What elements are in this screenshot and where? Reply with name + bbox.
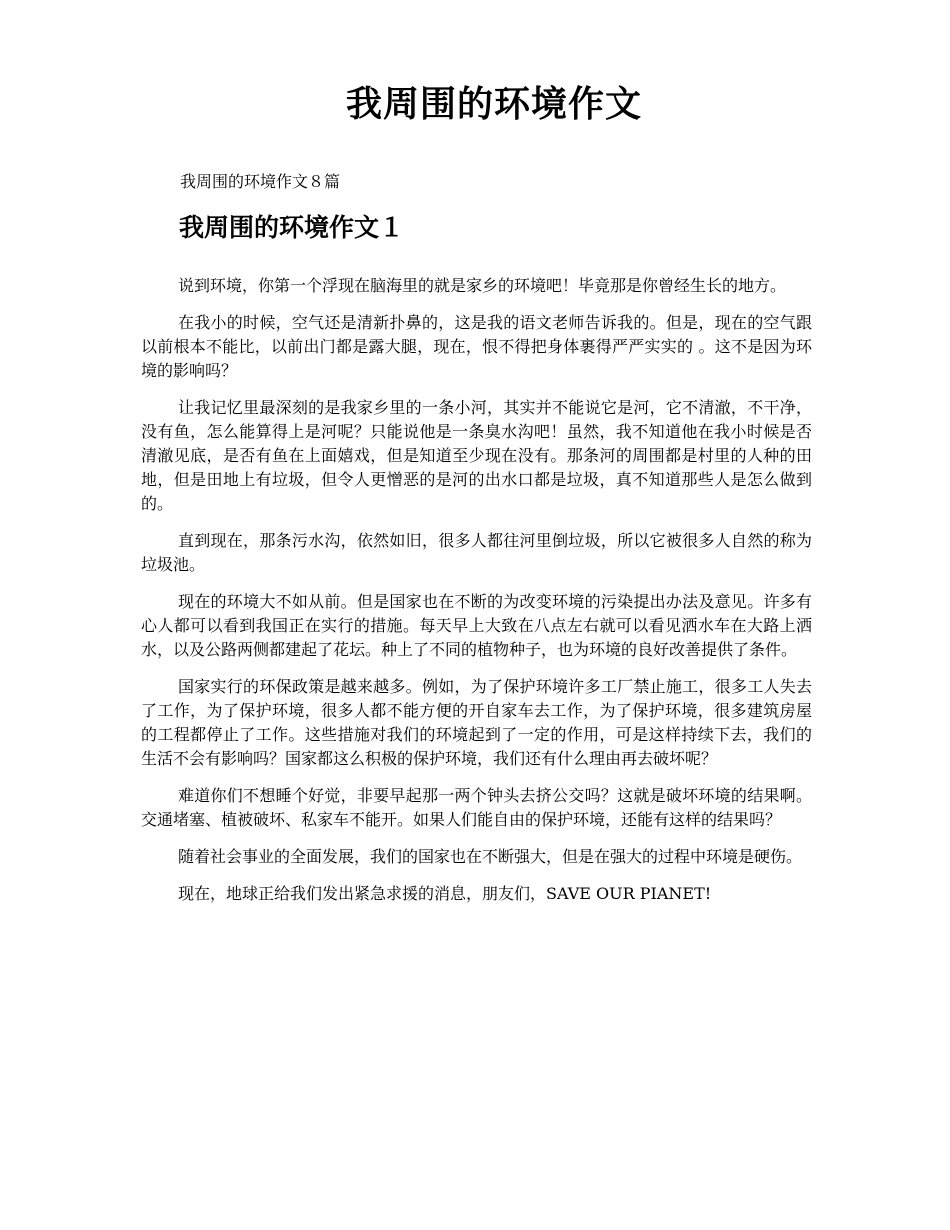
paragraph-4: 直到现在，那条污水沟，依然如旧，很多人都往河里倒垃圾，所以它被很多人自然的称为垃圾池。: [141, 531, 812, 574]
paragraph-2: 在我小的时候，空气还是清新扑鼻的，这是我的语文老师告诉我的。但是，现在的空气跟以前根本不能比，以前出门都是露大腿，现在，恨不得把身体裹得严严实实的 。这不是因为环境的影响吗？: [141, 313, 812, 380]
paragraph-9: 现在，地球正给我们发出紧急求援的消息，朋友们，SAVE OUR PIANET!: [178, 884, 712, 903]
paragraph-6: 国家实行的环保政策是越来越多。例如，为了保护环境许多工厂禁止施工，很多工人失去了工作，为了保护环境，很多人都不能方便的开自家车去工作，为了保护环境，很多建筑房屋的工程都停止了工作。这些措施对我们的环境起到了一定的作用，可是这样持续下去，我们的生活不会有影响吗？国家都这么积极的保护环境，我们还有什么理由再去破坏呢？: [141, 677, 812, 768]
paragraph-7: 难道你们不想睡个好觉，非要早起那一两个钟头去挤公交吗？这就是破坏环境的结果啊。交通堵塞、植被破坏、私家车不能开。如果人们能自由的保护环境，还能有这样的结果吗？: [141, 786, 812, 829]
paragraph-8: 随着社会事业的全面发展，我们的国家也在不断强大，但是在强大的过程中环境是硬伤。: [178, 847, 803, 866]
paragraph-5: 现在的环境大不如从前。但是国家也在不断的为改变环境的污染提出办法及意见。许多有心人都可以看到我国正在实行的措施。每天早上大致在八点左右就可以看见洒水车在大路上洒水，以及公路两侧都建起了花坛。种上了不同的植物种子，也为环境的良好改善提供了条件。: [141, 592, 812, 659]
section-heading: 我周围的环境作文１: [179, 213, 405, 242]
document-subtitle: 我周围的环境作文８篇: [180, 172, 341, 191]
paragraph-3: 让我记忆里最深刻的是我家乡里的一条小河，其实并不能说它是河，它不清澈，不干净，没有鱼，怎么能算得上是河呢？只能说他是一条臭水沟吧！虽然，我不知道他在我小时候是否清澈见底，是否有鱼在上面嬉戏，但是知道至少现在没有。那条河的周围都是村里的人种的田地，但是田地上有垃圾，但令人更憎恶的是河的出水口都是垃圾，真不知道那些人是怎么做到的。: [141, 398, 812, 513]
essay-body: [141, 274, 812, 919]
paragraph-1: 说到环境，你第一个浮现在脑海里的就是家乡的环境吧！毕竟那是你曾经生长的地方。: [178, 276, 787, 295]
document-title: 我周围的环境作文: [345, 83, 642, 125]
